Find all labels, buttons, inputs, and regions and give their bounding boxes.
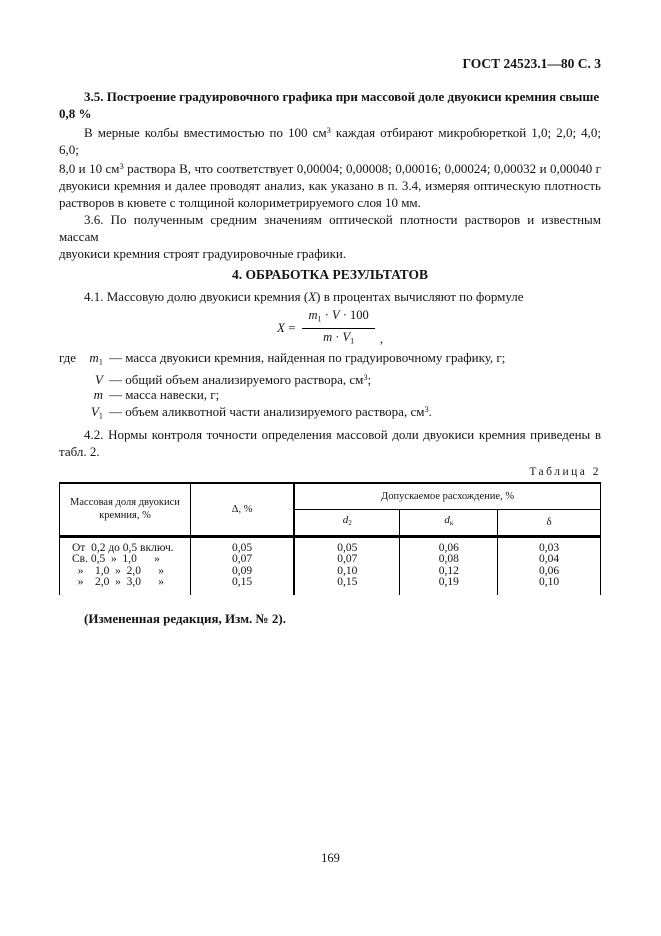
- table-body: [60, 536, 601, 595]
- cell-range: » 2,0 » 3,0 »: [60, 577, 191, 595]
- text-line: 3.6. По полученным средним значениям оптической плотности растворов и известным массам: [59, 212, 601, 245]
- cell-value: 0,06: [400, 536, 498, 554]
- formula: [59, 308, 601, 348]
- definition-term: $m_1$: [89, 350, 103, 367]
- section-4-heading: 4. ОБРАБОТКА РЕЗУЛЬТАТОВ: [232, 267, 428, 283]
- cell-value: 0,15: [294, 577, 400, 595]
- definition-list: [59, 350, 601, 424]
- table-row: [60, 536, 601, 554]
- amendment-note: (Измененная редакция, Изм. № 2).: [84, 610, 286, 626]
- table-row: [60, 577, 601, 595]
- definition-text: — масса двуокиси кремния, найденная по градуировочному графику, г;: [109, 350, 506, 366]
- column-header-d2: $d_2$: [294, 509, 400, 536]
- cell-value: 0,03: [498, 536, 601, 554]
- text-line: двуокиси кремния строят градуировочные графики.: [59, 246, 347, 262]
- column-header-delta-small: δ: [498, 509, 601, 536]
- cell-value: 0,19: [400, 577, 498, 595]
- formula-numerator: $m_1 \cdot V \cdot 100$: [308, 308, 369, 324]
- text-line: В мерные колбы вместимостью по 100 $см^3$ каждая отбирают микробюреткой 1,0; 2,0; 4,0; 6,0;: [59, 125, 601, 158]
- formula-trailing-comma: ,: [379, 331, 384, 347]
- definition-item: [59, 350, 601, 370]
- definition-item: [59, 370, 601, 387]
- cell-range: » 1,0 » 2,0 »: [60, 566, 191, 578]
- gost-standard-header: ГОСТ 24523.1—80 С. 3: [462, 56, 601, 71]
- cell-value: 0,10: [498, 577, 601, 595]
- definition-item: [59, 402, 601, 424]
- definition-term: V: [95, 372, 103, 388]
- paragraph-3-5: [59, 122, 601, 211]
- cell-value: 0,04: [498, 554, 601, 566]
- cell-value: 0,05: [190, 536, 294, 554]
- cell-value: 0,06: [498, 566, 601, 578]
- paragraph-3-6: [59, 211, 601, 262]
- page-number: 169: [321, 851, 340, 865]
- column-header-delta: Δ, %: [190, 483, 294, 537]
- text-line: 8,0 и 10 $см^3$ раствора В, что соответствует 0,00004; 0,00008; 0,00016; 0,00024; 0,00032 и 0,00040 г: [59, 161, 601, 177]
- cell-value: 0,12: [400, 566, 498, 578]
- definition-item: [59, 387, 601, 402]
- formula-fraction: [302, 308, 374, 348]
- cell-range: От 0,2 до 0,5 включ.: [60, 536, 191, 554]
- cell-value: 0,08: [400, 554, 498, 566]
- cell-value: 0,15: [190, 577, 294, 595]
- table-caption: Таблица 2: [529, 465, 601, 478]
- definition-text: — объем аликвотной части анализируемого раствора, $см^3$.: [109, 404, 432, 420]
- column-group-header-allowed-discrepancy: Допускаемое расхождение, %: [294, 483, 600, 510]
- tolerance-table: [59, 482, 601, 595]
- column-header-dk: $d_к$: [400, 509, 498, 536]
- column-header-mass-fraction: Массовая доля двуокиси кремния, %: [60, 483, 191, 537]
- definition-term: $V_1$: [90, 404, 103, 421]
- text-line: 4.2. Нормы контроля точности определения массовой доли двуокиси кремния приведены в: [84, 426, 601, 442]
- cell-range: Св. 0,5 » 1,0 »: [60, 554, 191, 566]
- cell-value: 0,07: [190, 554, 294, 566]
- definition-text: — общий объем анализируемого раствора, $см^3$;: [109, 371, 372, 388]
- text-line: двуокиси кремния и далее проводят анализ, как указано в п. 3.4, измеряя оптическую плотность: [59, 178, 601, 194]
- table-header: [60, 483, 601, 537]
- paragraph-4-2: [59, 426, 601, 460]
- page-content: [0, 56, 661, 627]
- text-line: табл. 2.: [59, 443, 100, 459]
- formula-lhs: X =: [276, 320, 296, 336]
- cell-value: 0,07: [294, 554, 400, 566]
- definition-prefix: где: [59, 350, 77, 366]
- formula-denominator: $m \cdot V_1$: [302, 328, 374, 348]
- definition-text: — масса навески, г;: [109, 387, 220, 403]
- cell-value: 0,09: [190, 566, 294, 578]
- text-line: растворов в кювете с толщиной колориметрируемого слоя 10 мм.: [59, 195, 421, 211]
- cell-value: 0,05: [294, 536, 400, 554]
- cell-value: 0,10: [294, 566, 400, 578]
- definition-term: m: [93, 387, 103, 403]
- paragraph-4-1: 4.1. Массовую долю двуокиси кремния (X) в процентах вычисляют по формуле: [84, 289, 524, 305]
- section-3-5-heading: 3.5. Построение градуировочного графика при массовой доле двуокиси кремния свыше 0,8 %: [59, 89, 600, 121]
